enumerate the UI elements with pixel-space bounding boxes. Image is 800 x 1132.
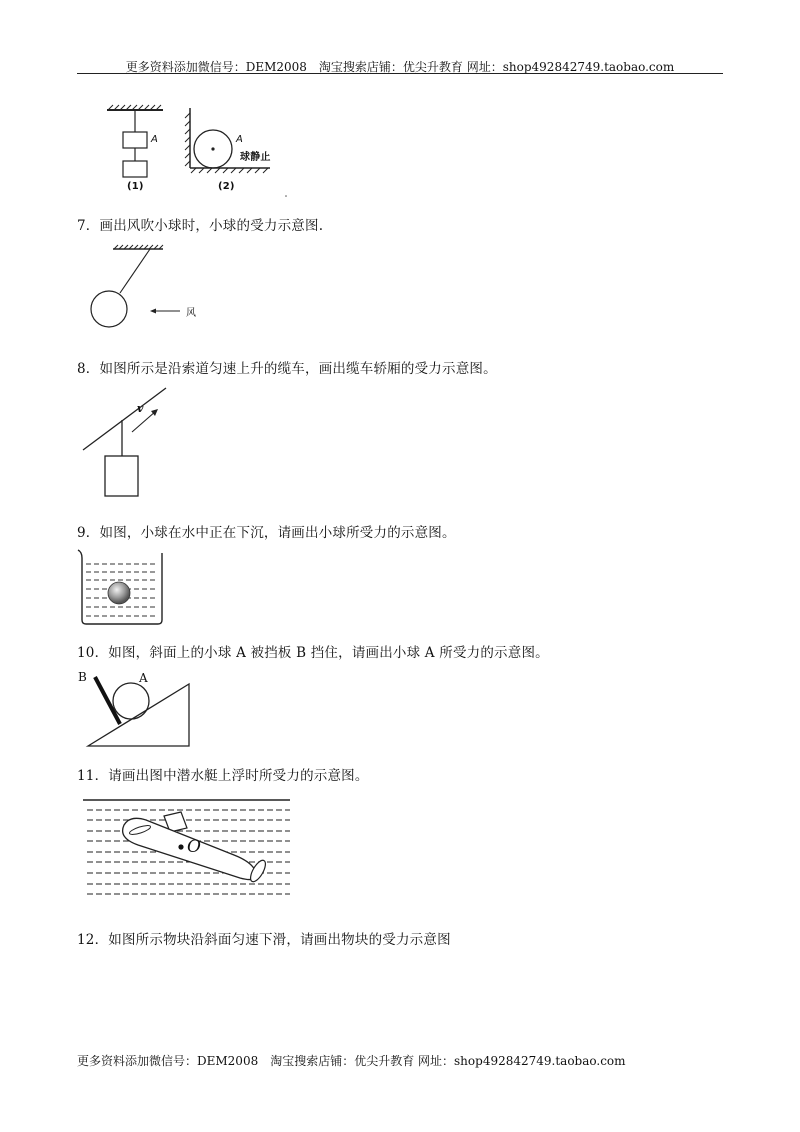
q10-label-b: B xyxy=(78,670,88,684)
q7-wind-label: 风 xyxy=(186,308,197,319)
question-12: 12．如图所示物块沿斜面匀速下滑，请画出物块的受力示意图 xyxy=(77,932,451,948)
page-footer: 更多资料添加微信号：DEM2008 淘宝搜索店铺：优尖升教育 网址：shop492842749.taobao.com xyxy=(77,1054,626,1068)
figure-label-a1: A xyxy=(151,134,159,145)
q8-velocity-label: v xyxy=(137,402,144,415)
figure-caption-1: (1) xyxy=(127,181,144,192)
figure-label-a2: A xyxy=(236,134,244,145)
figure-label-static: 球静止 xyxy=(240,152,271,163)
question-7: 7．画出风吹小球时，小球的受力示意图. xyxy=(77,218,324,234)
question-8: 8．如图所示是沿索道匀速上升的缆车，画出缆车轿厢的受力示意图。 xyxy=(77,361,497,377)
q11-center-label: O xyxy=(187,837,202,857)
page-header: 更多资料添加微信号：DEM2008 淘宝搜索店铺：优尖升教育 网址：shop492842749.taobao.com xyxy=(125,60,675,74)
question-11: 11．请画出图中潜水艇上浮时所受力的示意图。 xyxy=(77,768,369,784)
q10-label-a: A xyxy=(139,671,148,685)
question-10: 10．如图，斜面上的小球 A 被挡板 B 挡住，请画出小球 A 所受力的示意图。 xyxy=(77,645,549,661)
figure-caption-2: (2) xyxy=(218,181,235,192)
question-9: 9．如图，小球在水中正在下沉，请画出小球所受力的示意图。 xyxy=(77,525,456,541)
